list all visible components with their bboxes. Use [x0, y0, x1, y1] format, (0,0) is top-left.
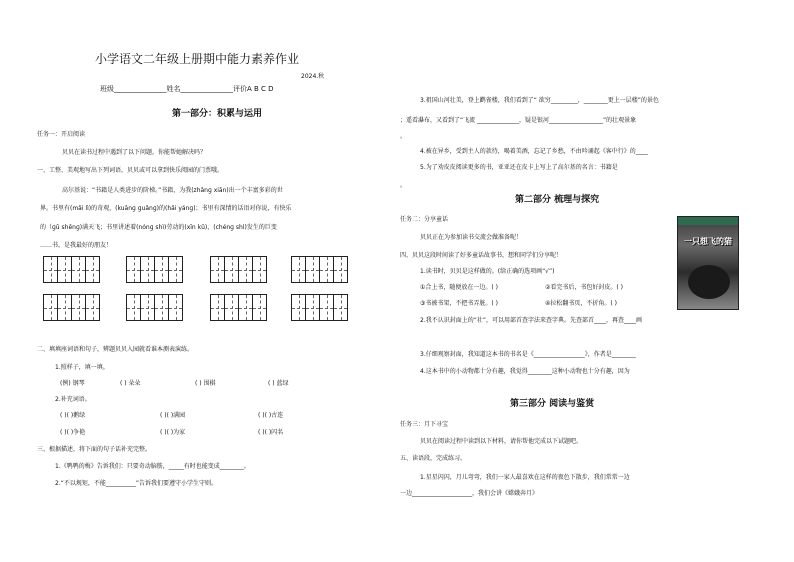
- q2-row1-item: ( ) 围棋: [195, 380, 216, 387]
- reading-line-2: 一边____________________，我们会讲《嫦娥奔月》: [400, 490, 539, 497]
- right-q3-line1: 3.祖国山河壮美，登上鹳雀楼，我们看到了“ 欲穷_________，________更上一层楼”的景色: [420, 97, 659, 104]
- writing-grid[interactable]: [210, 256, 266, 283]
- task3-intro: 贝贝在阅读过程中读到以下材料，请你帮他完成以下试题吧。: [420, 438, 583, 445]
- question-5: 五、读语段，完成练习。: [400, 455, 467, 462]
- question-3: 三、根据描述，将下面的句子话补充完整。: [37, 446, 152, 453]
- question-2-1: 1.照样子，填一填。: [55, 364, 109, 371]
- worksheet-title: 小学语文二年级上册期中能力素养作业: [95, 52, 300, 66]
- q2-row2-item: ( )( )古连: [258, 412, 284, 419]
- question-2: 二、填填座词语和句子，辨题贝贝入园就看谁本测表演练。: [37, 346, 194, 353]
- option-3: ③书被书架，不把书弄脏。( ): [420, 300, 498, 307]
- passage-line-2: 界。书里有(mǎi lì)的奇观，(kuānɡ ɡuǎnɡ)的(hǎi yánɡ)；书里有深情的话语对你说，有快乐: [40, 205, 292, 212]
- question-3-2: 2.“不以规矩，不能__________”告诉我们要遵守小学生守则。: [55, 480, 217, 487]
- passage-line-1: 高尔基说：“书籍是人类进步的阶梯。”书籍，为我(zhǎnɡ xiān)出一个丰富多彩的世: [62, 187, 283, 194]
- passage-line-4: ……书，是我最好的朋友！: [40, 242, 113, 249]
- question-4-1: 1.读书时，贝贝是这样做的。(给正确的选项画“√”): [420, 268, 555, 275]
- writing-grid[interactable]: [43, 294, 99, 321]
- intro-text: 贝贝在读书过程中遇到了以下问题，你能帮她解决吗？: [62, 149, 207, 156]
- writing-grid[interactable]: [210, 294, 266, 321]
- part1-heading: 第一部分：积累与运用: [172, 109, 263, 119]
- question-3-1: 1.《鸭鸭的梅》告诉我们：只要奇动脑筋，_____有时也能变成________。: [55, 463, 250, 470]
- option-2: ②看完书后，书包好封皮。( ): [545, 284, 623, 291]
- q2-row2-item: ( )( )鹅绿: [60, 412, 86, 419]
- right-q4: 4.被在异乡，受到主人的款待，喝着美酒，忘记了乡愁，不由吟诵起《客中行》的____: [420, 148, 648, 155]
- option-4: ④拉松翻书页，不折角。( ): [545, 300, 617, 307]
- passage-line-3: 的（ɡū shēnɡ)满天飞；书里讲述着(nónɡ shì)劳动的(xīn kǔ)，(chénɡ shì)发生的巨变: [40, 224, 277, 231]
- task2-intro: 贝贝正在为参加读书交流会做准备呢！: [420, 234, 523, 241]
- right-q3-line3: 。: [400, 133, 407, 140]
- writing-grid[interactable]: [291, 294, 347, 321]
- option-1: ①合上书，随便放在一边。( ): [420, 284, 498, 291]
- task1-heading: 任务一：开启阅读: [37, 131, 86, 138]
- writing-grid[interactable]: [43, 256, 99, 283]
- reading-line-1: 1.星星闪闪，月儿弯弯，我们一家人最喜欢在这样的夜色下散步，我们常常一边: [420, 474, 630, 481]
- q2-row3-item: ( )( )争艳: [60, 429, 86, 436]
- writing-grid[interactable]: [291, 256, 347, 283]
- part3-heading: 第三部分 阅读与鉴赏: [510, 399, 595, 409]
- question-4-2: 2.我不认识封面上的“社”，可以用部首查字法来查字典。先查部首____，再查____画: [420, 317, 642, 324]
- book-cover-title: 一只想飞的猫: [684, 237, 732, 246]
- question-4: 四、贝贝这段时间读了好多童话故事书，想和同学们分享呢！: [400, 252, 563, 259]
- question-2-2: 2.补充词语。: [55, 396, 91, 403]
- right-q5: 5.为了劝皮皮阅读更多的书，亚亚还在皮卡上写上了高尔基的名言：书籍是: [420, 164, 618, 171]
- writing-grid[interactable]: [126, 256, 182, 283]
- part2-heading: 第二部分 梳理与探究: [515, 195, 600, 205]
- term-label: 2024.秋: [301, 73, 325, 80]
- question-4-4: 4.这本书中的小动物都十分有趣，我觉得________这种小动物也十分有趣，因为: [420, 368, 630, 375]
- right-q3-line2: ；遥看瀑布，又看到了“飞流 ______________，疑是银河__________________”的壮观景象: [400, 117, 637, 124]
- question-1: 一、工整、美观地写出下列词语，贝贝或可以拿到快乐阅园的门票哦。: [37, 167, 224, 174]
- q2-row1-item: ( ) 蓝绿: [268, 380, 289, 387]
- task2-heading: 任务二：分享童话: [400, 216, 449, 223]
- q2-row3-item: ( )( )为家: [160, 429, 186, 436]
- book-cover-image: [677, 216, 739, 310]
- task3-heading: 任务三：月下寻宝: [400, 421, 449, 428]
- right-q5-end: 。: [400, 182, 407, 189]
- q2-row3-item: ( )( )闪名: [258, 429, 284, 436]
- q2-row2-item: ( )( )满园: [160, 412, 186, 419]
- q2-row1-item: (例) 钢琴: [60, 380, 85, 387]
- question-4-3: 3.仔细观察封面，我知道这本书的书名是《_________________》，作者是________: [420, 351, 636, 358]
- student-info-line: 班级_______________姓名_______________评价A B C D: [100, 85, 274, 93]
- q2-row1-item: ( ) 朵朵: [120, 380, 141, 387]
- writing-grid[interactable]: [126, 294, 182, 321]
